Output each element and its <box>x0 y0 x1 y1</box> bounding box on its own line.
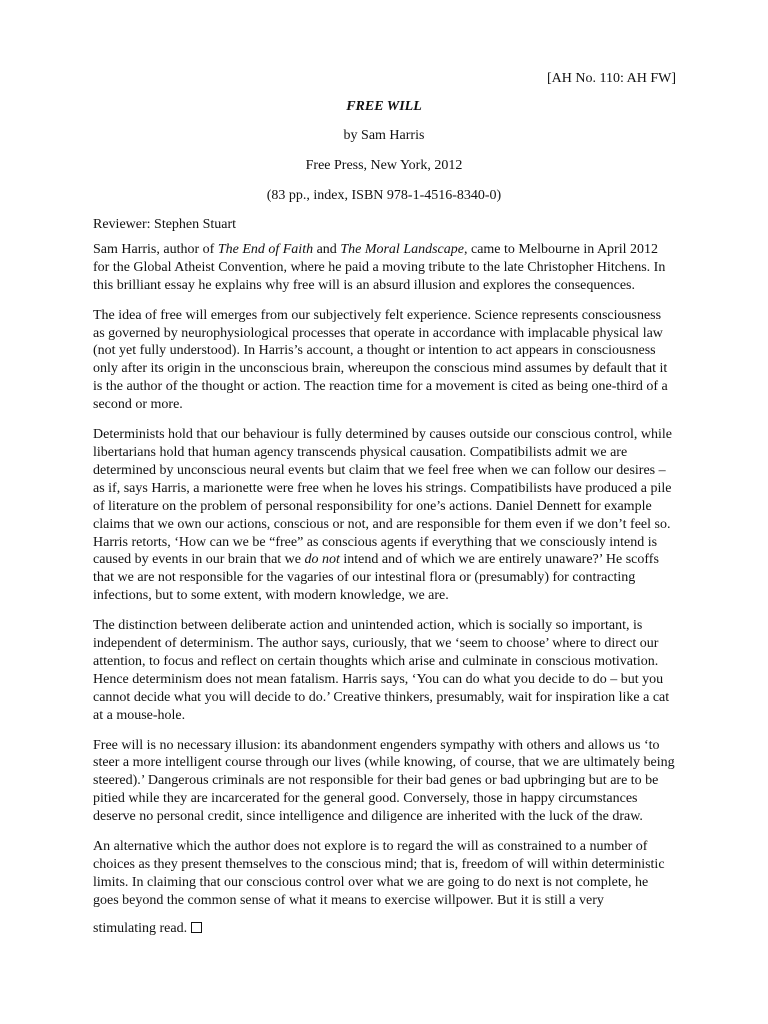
book-title: FREE WILL <box>346 99 422 114</box>
publisher-line: Free Press, New York, 2012 <box>305 158 463 173</box>
closing-text: stimulating read. <box>93 920 188 936</box>
emphasis-do-not: do not <box>304 552 340 568</box>
paragraph-3 <box>93 426 676 605</box>
paragraph-2: The idea of free will emerges from our subjectively felt experience. Science represents consciousness as governed by neurophysiological processes that operate in accordance with implacable physical law (not yet fully understood). In Harris’s account, a thought or intention to act appears in consciousness only after its origin in the unconscious brain, whereupon the conscious mind assumes by default that it is the author of the thought or action. The reaction time for a movement is cited as being one-third of a second or more. <box>93 307 668 413</box>
closing-line <box>93 920 676 938</box>
paragraph-6: An alternative which the author does not explore is to regard the will as constrained to a number of choices as they present themselves to the conscious mind; that is, freedom of will within deterministic limits. In claiming that our conscious control over what we are going to do next is not complete, he goes beyond the common sense of what it means to exercise willpower. But it is still a very <box>93 839 665 908</box>
paragraph-1-text-c: and <box>313 241 341 257</box>
reviewer-line: Reviewer: Stephen Stuart <box>93 217 237 232</box>
paragraph-3-text-c: intend and of which we are entirely unaware?’ He scoffs that we are not responsible for the vagaries of our intestinal flora or (presumably) for contracting infections, but to some extent, with modern knowledge, we are. <box>93 552 659 604</box>
paragraph-1-text-a: Sam Harris, author of <box>93 241 218 257</box>
book-details-line: (83 pp., index, ISBN 978-1-4516-8340-0) <box>266 188 502 203</box>
author-line: by Sam Harris <box>343 128 425 143</box>
end-of-article-square-icon <box>191 922 202 933</box>
paragraph-3-text-a: Determinists hold that our behaviour is fully determined by causes outside our conscious control, while libertarians hold that human agency transcends physical causation. Compatibilists admit we are determined by unconscious neural events but claim that we feel free when we can follow our desires – as if, says Harris, a marionette were free when he loves his strings. Compatibilists have produced a pile of literature on the problem of personal responsibility for one’s actions. Daniel Dennett for example claims that we own our actions, conscious or not, and are responsible for them even if we don’t feel so. Harris retorts, ‘How can we be “free” as conscious agents if everything that we consciously intend is caused by events in our brain that we <box>93 427 672 568</box>
paragraph-1 <box>93 241 676 295</box>
paragraph-4: The distinction between deliberate action and unintended action, which is socially so important, is independent of determinism. The author says, curiously, that we ‘seem to choose’ where to direct our attention, to focus and reflect on certain thoughts which arise and culminate in conscious motivation. Hence determinism does not mean fatalism. Harris says, ‘You can do what you decide to do – but you cannot decide what you will decide to do.’ Creative thinkers, presumably, wait for inspiration like a cat at a mouse-hole. <box>93 618 670 723</box>
reference-code: [AH No. 110: AH FW] <box>547 71 676 86</box>
paragraph-5: Free will is no necessary illusion: its abandonment engenders sympathy with others and allows us ‘to steer a more intelligent course through our lives (while knowing, of course, that we are ultimately being steered).’ Dangerous criminals are not responsible for their bad genes or bad upbringing but are to be pitied while they are incarcerated for the general good. Conversely, those in happy circumstances deserve no personal credit, since intelligence and diligence are inherited with the luck of the draw. <box>93 737 675 825</box>
review-body <box>93 216 676 950</box>
book-title-end-of-faith: The End of Faith <box>217 241 314 257</box>
book-title-moral-landscape: The Moral Landscape <box>340 241 464 257</box>
paragraph-1-text-e: , came to Melbourne in April 2012 for the Global Atheist Convention, where he paid a moving tribute to the late Christopher Hitchens. In this brilliant essay he explains why free will is an absurd illusion and explores the consequences. <box>93 241 666 293</box>
